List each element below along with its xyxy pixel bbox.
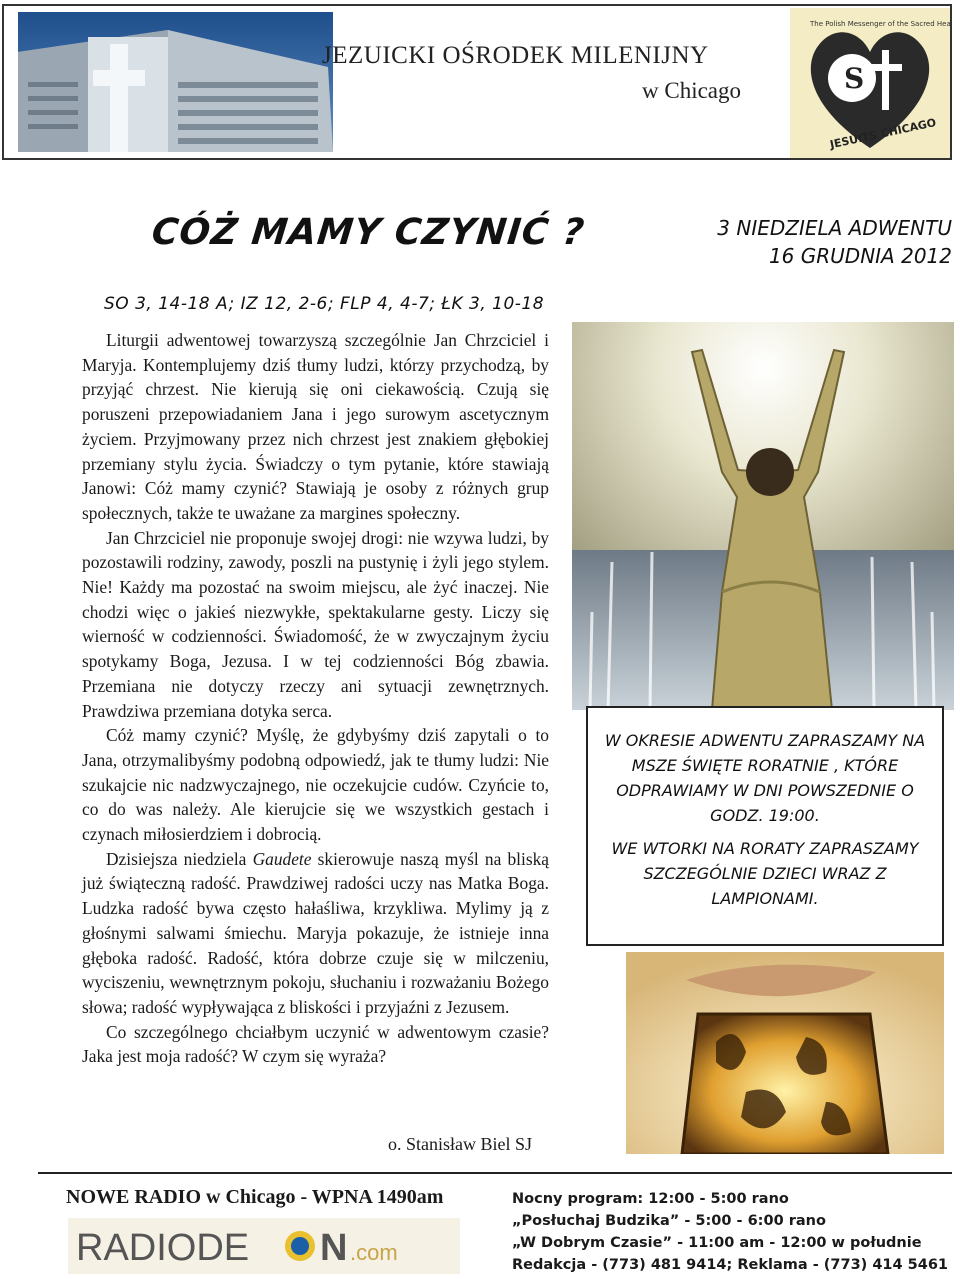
schedule-line: „Posłuchaj Budzika” - 5:00 - 6:00 rano: [512, 1213, 826, 1229]
baptism-illustration: [572, 322, 954, 710]
radio-logo-domain: .com: [350, 1240, 398, 1265]
schedule-line: Nocny program: 12:00 - 5:00 rano: [512, 1191, 789, 1207]
article-paragraph: Co szczególnego chciałbym uczynić w adwentowym czasie? Jaka jest moja radość? W czym się wyraża?: [82, 1021, 549, 1067]
footer-divider: [38, 1172, 952, 1174]
advent-lantern-image: [626, 952, 944, 1154]
liturgical-date: [717, 214, 952, 270]
article-text: Dzisiejsza niedziela: [106, 848, 253, 869]
schedule-line: Redakcja - (773) 481 9414; Reklama - (773) 414 5461: [512, 1257, 949, 1273]
center-name-title: JEZUICKI OŚRODEK MILENIJNY: [322, 42, 709, 69]
gaudete-term: Gaudete: [252, 848, 312, 869]
scripture-readings: SO 3, 14-18 A; IZ 12, 2-6; FLP 4, 4-7; ŁK 3, 10-18: [104, 294, 545, 314]
schedule-line: „W Dobrym Czasie” - 11:00 am - 12:00 w południe: [512, 1235, 922, 1251]
radio-schedule: [512, 1188, 948, 1276]
advent-announcement-box: [586, 706, 944, 946]
article-paragraph: Cóż mamy czynić? Myślę, że gdybyśmy dziś zapytali o to Jana, otrzymalibyśmy podobną odpowiedź, jak te tłumy ludzi: Nie szukajcie nic nadzwyczajnego, nie oczekujcie cudów. Czyńcie to, co do was należy. Ale kierujcie się we wszystkich gestach i czynach miłosierdziem i dobrocią.: [82, 725, 549, 845]
children-lantern-notice: WE WTORKI NA RORATY ZAPRASZAMY SZCZEGÓLNIE DZIECI WRAZ Z LAMPIONAMI.: [611, 839, 919, 908]
svg-text:JESUITS CHICAGO: JESUITS CHICAGO: [828, 116, 938, 152]
page-title: CÓŻ MAMY CZYNIĆ ?: [149, 212, 587, 253]
homily-article: [82, 328, 549, 1069]
sunday-date: 16 GRUDNIA 2012: [768, 244, 952, 268]
article-paragraph: Jan Chrzciciel nie proponuje swojej drogi: nie wzywa ludzi, by pozostawili rodziny, zawody, poszli na pustynię i żyli jego stylem. Nie! Każdy ma pozostać na swoim miejscu, ale żyć inaczej. Nie chodzi więc o jakieś niezwykłe, spektakularne gesty. Liczy się wierność w codzienności. Świadomość, że w zwyczajnym życiu spotykamy Boga, Jezusa. I w tej codzienności Bóg zbawia. Przemiana nie dotyczy rzeczy ani sytuacji zewnętrznych. Prawdziwa przemiana dotyka serca.: [82, 527, 549, 721]
author-signature: o. Stanisław Biel SJ: [388, 1134, 533, 1154]
jesuits-chicago-logo: [790, 8, 950, 158]
article-text: skierowuje naszą myśl na bliską już świąteczną radość. Prawdziwej radości uczy nas Matka Boga. Ludzka radość bywa często hałaśliwa, krzykliwa. Mylimy ją z głośnymi salwami śmiechu. Maryja pokazuje, że istnieje inna głęboka radość. Radość, która dobrze czuje się w milczeniu, wyciszeniu, wewnętrznym pokoju, słuchaniu i rozważaniu Bożego słowa; radość wypływająca z bliskości i przyjaźni z Jezusem.: [82, 848, 549, 1017]
svg-text:The Polish Messenger of the Sa: The Polish Messenger of the Sacred Heart: [810, 20, 950, 28]
article-paragraph: Liturgii adwentowej towarzyszą szczególnie Jan Chrzciciel i Maryja. Kontemplujemy dziś tłumy ludzi, którzy przychodzą, by przyjąć chrzest. Nie kierują się oni ciekawością. Czują się poruszeni przepowiadaniem Jana i jego surowym ascetycznym życiem. Przyjmowany przez nich chrzest jest znakiem głębokiej przemiany stylu życia. Świadczy o tym pytanie, które stawiają Janowi: Cóż mamy czynić? Stawiają je osoby z różnych grup społecznych, także te uważane za margines społeczny.: [82, 330, 549, 523]
rorate-mass-notice: W OKRESIE ADWENTU ZAPRASZAMY NA MSZE ŚWIĘTE RORATNIE , KTÓRE ODPRAWIAMY W DNI POWSZEDNIE O GODZ. 19:00.: [604, 731, 926, 825]
center-location-subtitle: w Chicago: [642, 78, 742, 103]
radio-logo-n: N: [320, 1227, 348, 1269]
article-paragraph: [82, 847, 549, 1020]
svg-text:S: S: [844, 62, 865, 95]
radio-deon-logo: [68, 1218, 460, 1274]
sunday-name: 3 NIEDZIELA ADWENTU: [717, 216, 952, 240]
radio-logo-text: RADIODE: [76, 1227, 250, 1269]
church-building-image: [18, 12, 333, 152]
radio-station-title: NOWE RADIO w Chicago - WPNA 1490am: [66, 1186, 444, 1208]
